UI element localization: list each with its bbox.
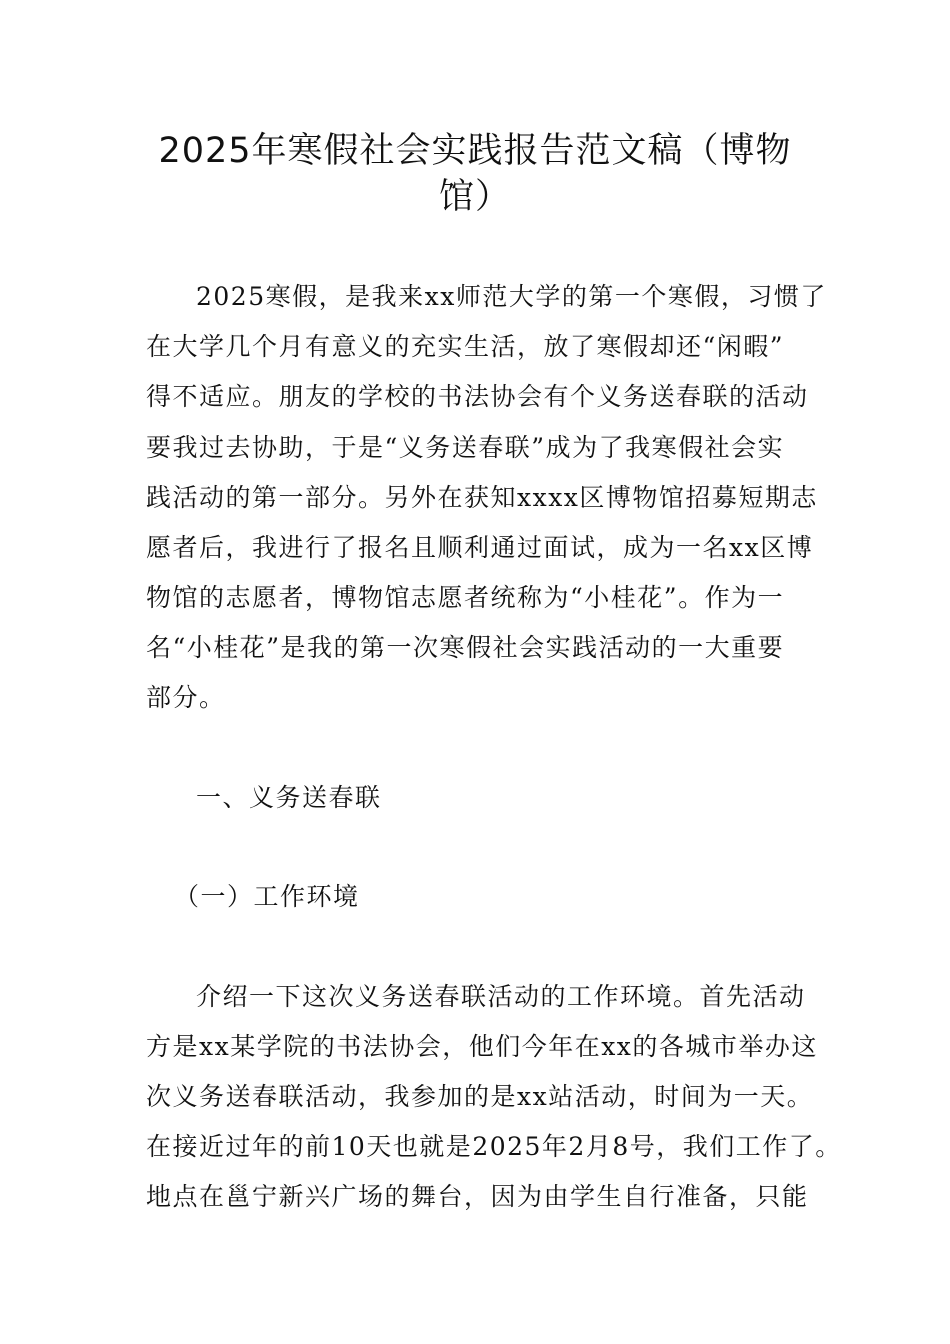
body-line-3: 次义务送春联活动，我参加的是xx站活动，时间为一天。 [146, 1082, 814, 1111]
document-title-line-2: 馆） [438, 177, 511, 217]
intro-line-4: 要我过去协助，于是“义务送春联”成为了我寒假社会实 [146, 433, 785, 462]
intro-line-9: 部分。 [146, 683, 226, 712]
body-line-4: 在接近过年的前10天也就是2025年2月8号，我们工作了。 [146, 1132, 842, 1161]
intro-line-3: 得不适应。朋友的学校的书法协会有个义务送春联的活动 [146, 382, 809, 411]
body-line-5: 地点在邕宁新兴广场的舞台，因为由学生自行准备，只能 [146, 1182, 809, 1211]
document-title-line-1: 2025年寒假社会实践报告范文稿（博物 [158, 131, 792, 171]
intro-line-1: 2025寒假，是我来xx师范大学的第一个寒假，习惯了 [196, 282, 827, 311]
intro-line-7: 物馆的志愿者，博物馆志愿者统称为“小桂花”。作为一 [146, 583, 785, 612]
intro-line-8: 名“小桂花”是我的第一次寒假社会实践活动的一大重要 [146, 633, 785, 662]
intro-line-6: 愿者后，我进行了报名且顺利通过面试，成为一名xx区博 [146, 533, 814, 562]
intro-line-2: 在大学几个月有意义的充实生活，放了寒假却还“闲暇” [146, 332, 785, 361]
section-heading: 一、义务送春联 [196, 783, 382, 812]
body-line-1: 介绍一下这次义务送春联活动的工作环境。首先活动 [196, 982, 806, 1011]
subsection-heading: （一）工作环境 [174, 882, 360, 911]
intro-line-5: 践活动的第一部分。另外在获知xxxx区博物馆招募短期志 [146, 483, 818, 512]
body-line-2: 方是xx某学院的书法协会，他们今年在xx的各城市举办这 [146, 1032, 818, 1061]
